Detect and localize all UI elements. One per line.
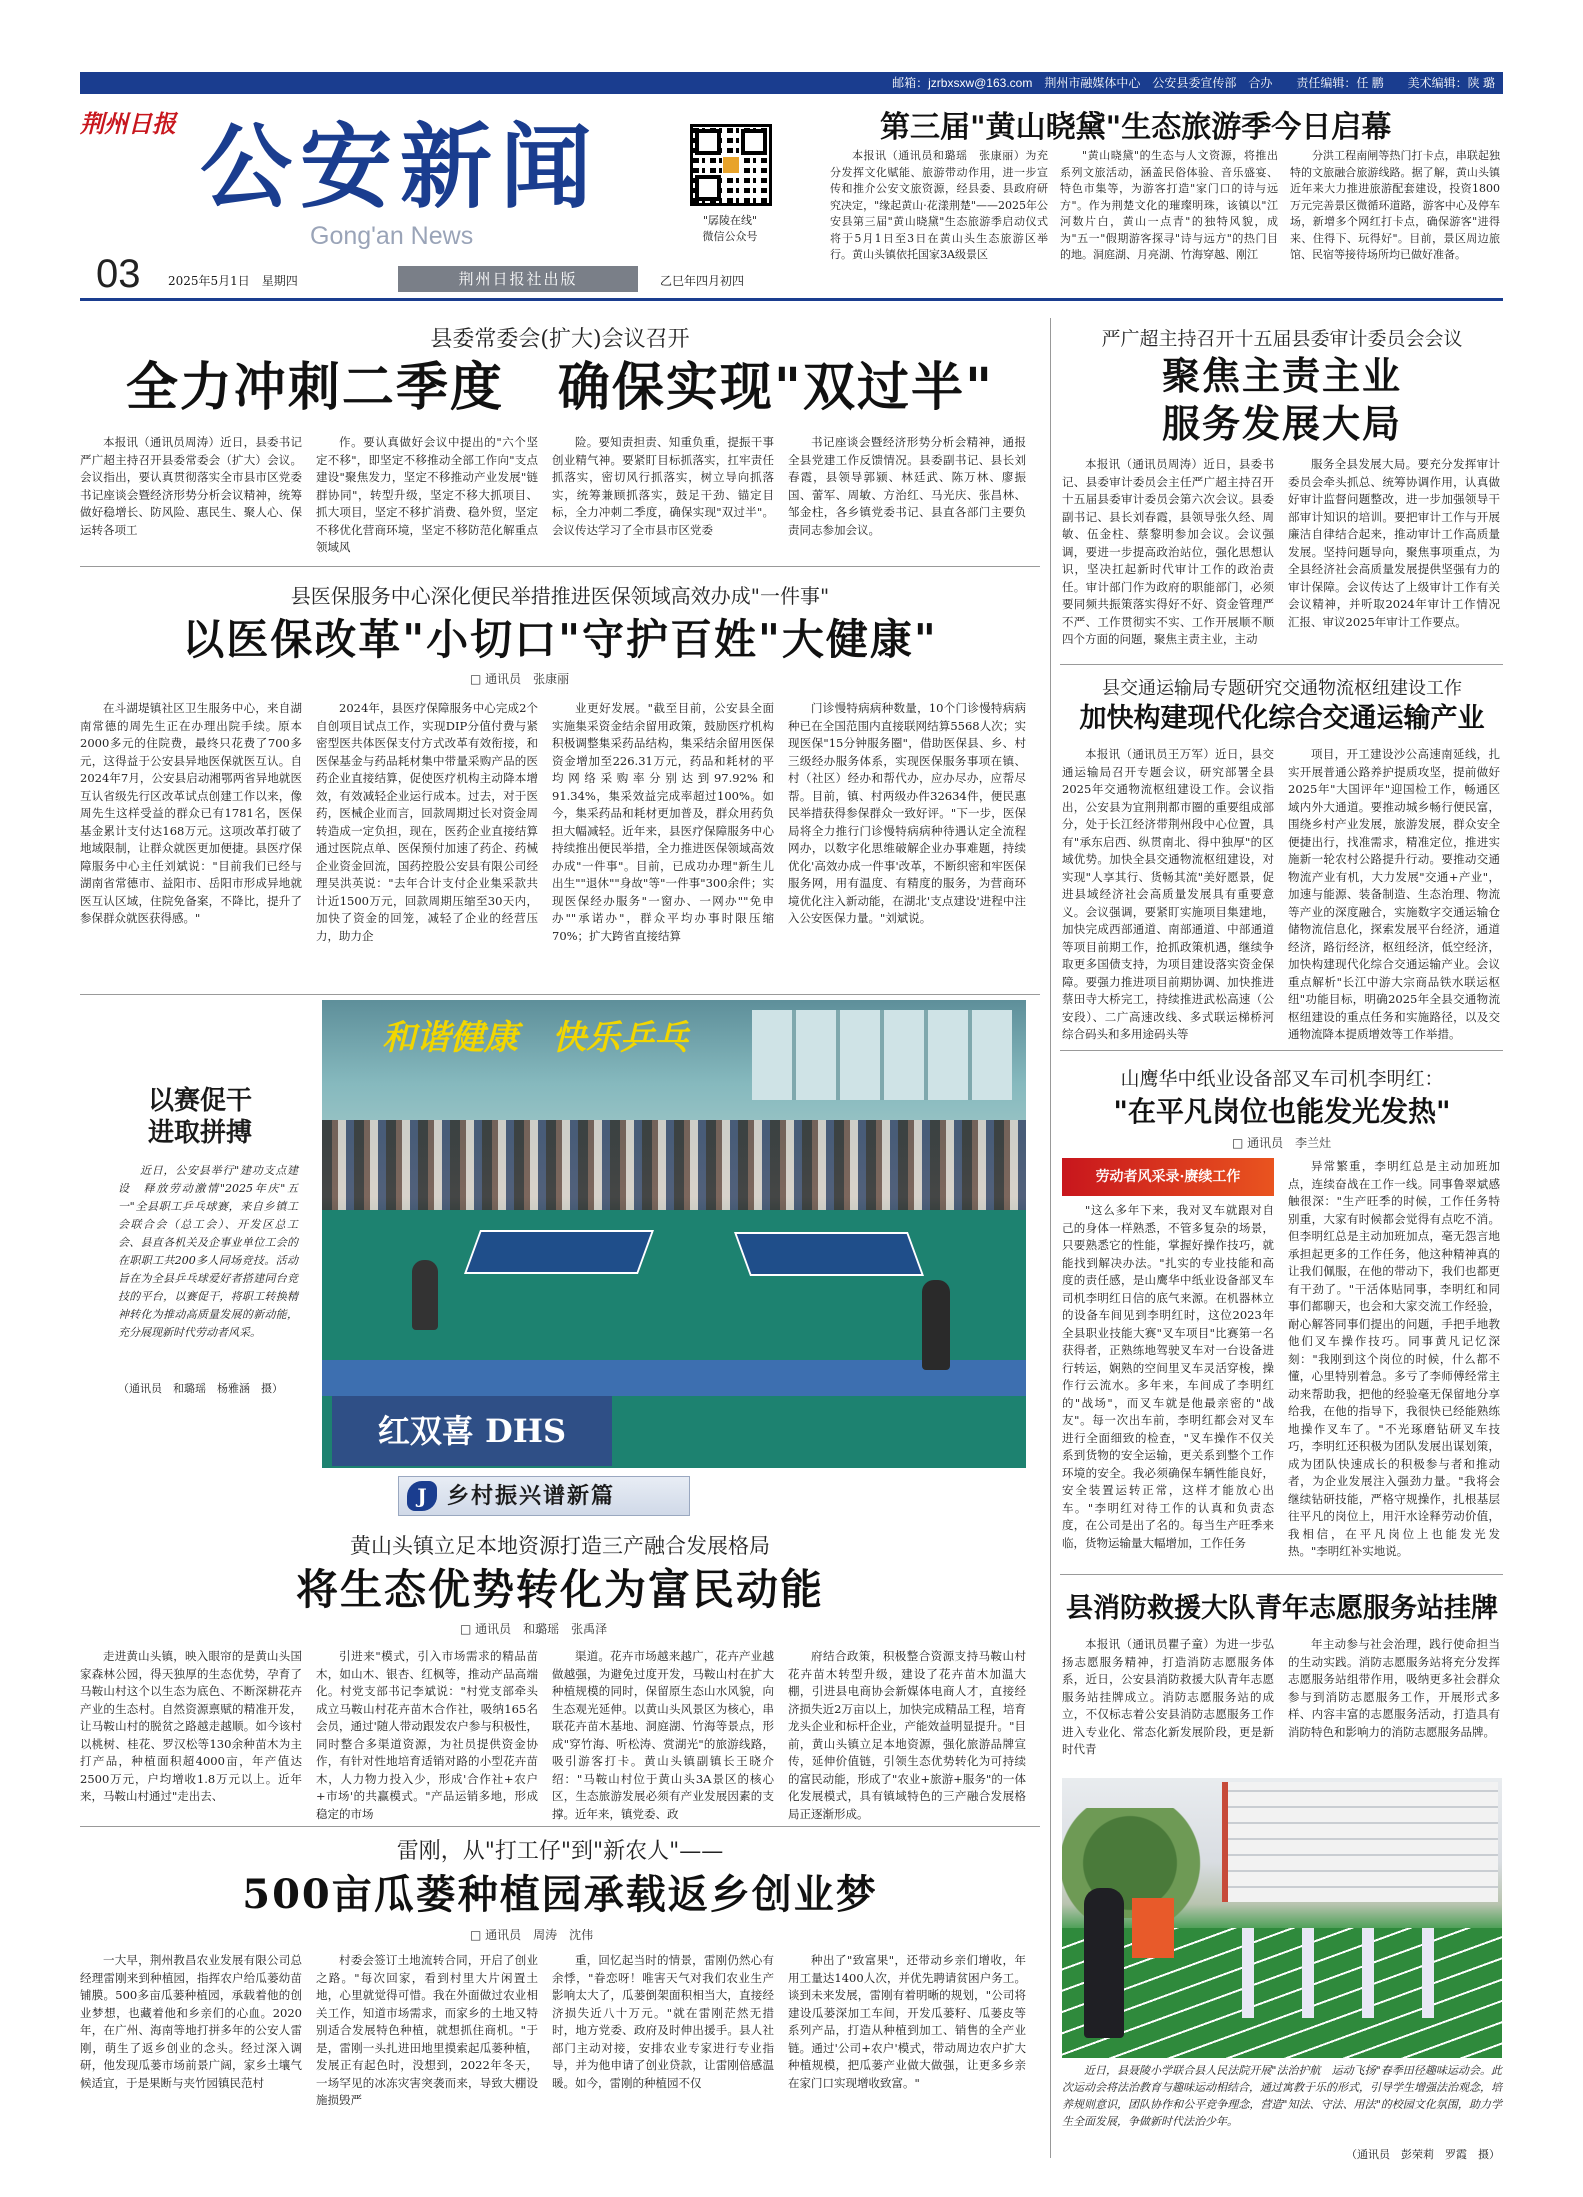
story1-col2: 作。要认真做好会议中提出的"六个坚定不移"，即坚定不移推动全部工作向"支点建设"聚焦发力，坚定不移推动产业发展"链群协同"，转型升级，坚定不移大抓项目、抓大项目，坚定不移扩消费、稳外贸，坚定不移优化营商环境，坚定不移防范化解重点领域风 (316, 435, 538, 554)
top-story-headline: 第三届"黄山晓黛"生态旅游季今日启幕 (880, 110, 1392, 145)
section-bar (398, 1476, 690, 1516)
students (1212, 1928, 1472, 2018)
story4-col2: 项目，开工建设沙公高速南延线，扎实开展普通公路养护提质攻坚，提前做好2025年"大国评年"迎国检工作，畅通区域内外大通道。要推动城乡畅行便民富，围绕乡村产业发展，旅游发展，群众安全便捷出行，找准需求，精准定位，推进实施新一轮农村公路提升行动。要推动交通物流产业有机，大力发展"交通+产业"，加速与能源、装备制造、生态治理、物流等产业的深度融合，实施数字交通运输仓储物流信息化，探索发展平台经济，通道经济，路衍经济，枢纽经济，低空经济，加快构建现代化综合交通运输产业。会议重点解析"长江中游大宗商品铁水联运枢纽"功能目标，明确2025年全县交通物流枢纽建设的重点任务和实施路径，以及交通物流降本提质增效等工作举措。 (1288, 747, 1500, 1041)
story5-kicker: 山鹰华中纸业设备部叉车司机李明红： (1120, 1068, 1444, 1090)
hall-banner: 和谐健康 快乐乒乓 (382, 1018, 688, 1058)
story7-col1: 一大早，荆州教昌农业发展有限公司总经理雷刚来到种植园，指挥农户给瓜蒌幼苗铺膜。500多亩瓜蒌种植园，承载着他的创业梦想，也藏着他和乡亲们的心血。2020年，在广州、海南等地打拼多年的公安人雷刚，萌生了返乡创业的念头。经过深入调研，他发现瓜蒌市场前景广阔，家乡土壤气候适宜，于是果断与夹竹园镇民范村 (80, 1953, 302, 2090)
section-icon: J (407, 1481, 437, 1511)
table-tennis-photo (322, 1000, 1026, 1468)
story2-kicker: 严广超主持召开十五届县委审计委员会会议 (1101, 328, 1463, 350)
sign-board (1132, 1898, 1174, 1958)
story6-divider (80, 1826, 1040, 1827)
photo2-credit: （通讯员 彭荣莉 罗霞 摄） (1346, 2148, 1500, 2161)
story2-col2: 服务全县发展大局。要充分发挥审计委员会牵头抓总、统筹协调作用，认真做好审计监督问题整改，进一步加强领导干部审计知识的培训。要把审计工作与开展廉洁自律结合起来，推动审计工作高质量发展。坚持问题导向，聚焦事项重点，为全县经济社会高质量发展提供坚强有力的审计保障。会议传达了上级审计工作有关会议精神，并听取2024年审计工作情况汇报、审议2025年审计工作要点。 (1288, 457, 1500, 629)
story2-headline-2: 服务发展大局 (1161, 401, 1402, 446)
story4-divider (1060, 1050, 1503, 1051)
story6-col4: 府结合政策，积极整合资源支持马鞍山村花卉苗木转型升级，建设了花卉苗木加温大棚，引进县电商协会新媒体电商人才，直接经济损失近2万亩以上，加快完成精品工程，培育龙头企业和标杆企业，产能效益明显提升。"目前，黄山头镇立足本地资源，强化旅游品牌宣传，延伸价值链，引领生态优势转化为可持续的富民动能，形成了"农业+旅游+服务"的一体化发展模式，具有镇域特色的三产融合发展格局正逐渐形成。 (788, 1649, 1026, 1821)
story2-divider (1060, 664, 1503, 665)
story5-col2: 异常繁重，李明红总是主动加班加点，连续奋战在工作一线。同事鲁翠斌感触很深："生产旺季的时候，工作任务特别重，大家有时候都会觉得有点吃不消。但李明红总是主动加班加点，毫无怨言地承担起更多的工作任务，他这种精神真的让我们佩服，在他的带动下，我们也都更有干劲了。"干活体贴同事，李明红和同事们都聊天，也会和大家交流工作经验，耐心解答同事们提出的问题，手把手地教他们叉车操作技巧。同事黄凡记忆深刻："我刚到这个岗位的时候，什么都不懂，心里特别着急。多亏了李师傅经常主动来帮助我，把他的经验毫无保留地分享给我，在他的指导下，我很快已经能熟练地操作叉车了。"不光琢磨钻研叉车技巧，李明红还积极为团队发展出谋划策，成为团队快速成长的积极参与者和推动者，为企业发展注入强劲力量。"我将会继续钻研技能，严格守规操作，扎根基层往平凡的岗位上，用汗水诠释劳动价值，我相信，在平凡岗位上也能发光发热。"李明红补实地说。 (1288, 1159, 1500, 1558)
story1-divider (80, 566, 1040, 567)
masthead-title: 公安新闻 (200, 113, 601, 221)
story7-byline: □ 通讯员 周涛 沈伟 (470, 1928, 594, 1942)
publisher-band: 荆州日报社出版 (398, 266, 638, 292)
lunar-date: 乙巳年四月初四 (660, 274, 745, 288)
photo1-heading-1: 以赛促干 (147, 1086, 252, 1116)
story4-col1: 本报讯（通讯员王万军）近日，县交通运输局召开专题会议，研究部署全县2025年交通物流枢纽建设工作。会议指出，公安县为宜荆荆都市圈的重要组成部分，处于长江经济带荆州段中心位置，具有"承东启西、纵贯南北、得中独厚"的区域优势。加快全县交通物流枢纽建设，对实现"人享其行、货畅其流"美好愿景，促进县域经济社会高质量发展具有重要意义。会议强调，要紧盯实施项目集建地，加快完成西部通道、南部通道、中部通道等项目前期工作，抢抓政策机遇，继续争取更多国债支持，为项目建设落实资金保障。要强力推进项目前期协调、加快推进蔡田寺大桥完工，持续推进武松高速（公安段）、二广高速改线、多式联运梯桥河综合码头和多用途码头等 (1062, 747, 1274, 1041)
photo1-top-divider (80, 994, 1040, 995)
story1-col1: 本报讯（通讯员周涛）近日，县委书记严广超主持召开县委常委会（扩大）会议。会议指出，要认真贯彻落实全市县市区党委书记座谈会暨经济形势分析会议精神，统筹做好稳增长、防风险、惠民生、聚人心、保运转各项工 (80, 435, 302, 537)
story4-kicker: 县交通运输局专题研究交通物流枢纽建设工作 (1102, 678, 1462, 699)
story3-col1: 在斗湖堤镇社区卫生服务中心，来自湖南常德的周先生正在办理出院手续。原本2000多元的住院费，最终只花费了700多元，这得益于公安县异地医保就医互认。自2024年7月，公安县启动湘鄂两省异地就医互认省级先行区改革试点创建工作以来，像周先生这样受益的群众已有1781名，医保基金累计支付达168万元。这项改革打破了地域限制，让群众就医更加便捷。县医疗保障服务中心主任刘斌说："目前我们已经与湖南省常德市、益阳市、岳阳市形成异地就医互认区域，住院免备案，不降比，提升了参保群众就医获得感。" (80, 701, 302, 925)
story5-divider (1060, 1574, 1503, 1575)
page-number: 03 (96, 252, 141, 296)
top-story-col2: "黄山晓黛"的生态与人文资源，将推出系列文旅活动，涵盖民俗体验、音乐盛宴、特色市集等，为游客打造"家门口的诗与远方"。作为荆楚文化的璀璨明珠，该镇以"江河数片白，黄山一点青"的独特风貌，成为"五一"假期游客探寻"诗与远方"的热门目的地。洞庭湖、月亮湖、竹海穿越、刚江 (1060, 149, 1278, 261)
masthead-pinyin: Gong'an News (310, 222, 474, 250)
story3-kicker: 县医保服务中心深化便民举措推进医保领域高效办成"一件事" (290, 584, 830, 608)
story2-headline-1: 聚焦主责主业 (1161, 353, 1402, 398)
top-story-col1: 本报讯（通讯员和璐瑶 张康丽）为充分发挥文化赋能、旅游带动作用，进一步宣传和推介公安文旅资源，经县委、县政府研究决定，"缘起黄山·花漾荆楚"——2025年公安县第三届"黄山晓黛"生态旅游季启动仪式将于5月1日至3日在黄山头生态旅游区举行。黄山头镇依托国家3A级景区 (830, 149, 1048, 261)
barrier-brand: 红双喜 DHS (332, 1396, 612, 1466)
story1-col4: 书记座谈会暨经济形势分析会精神，通报全县党建工作反馈情况。县委副书记、县长刘春霞，县领导郭颍、林廷武、陈万林、廖振国、蕾军、周敏、方治红、马光庆、张昌林、邹金柱，各乡镇党委书记、县直各部门主要负责同志参加会议。 (788, 435, 1026, 537)
player-right (922, 1280, 950, 1370)
story3-headline: 以医保改革"小切口"守护百姓"大健康" (182, 615, 938, 664)
hall-windows (752, 1010, 1012, 1100)
crowd (322, 1120, 1026, 1210)
story5-headline: "在平凡岗位也能发光发热" (1113, 1095, 1451, 1128)
story7-kicker: 雷刚，从"打工仔"到"新农人"—— (396, 1839, 724, 1864)
story1-kicker: 县委常委会(扩大)会议召开 (430, 327, 690, 352)
story6-headline: 将生态优势转化为富民动能 (295, 1565, 824, 1614)
ping-pong-table-right (734, 1232, 924, 1276)
story8-headline: 县消防救援大队青年志愿服务站挂牌 (1066, 1593, 1498, 1624)
story3-col3: 业更好发展。"截至目前，公安县全面实施集采资金结余留用政策，鼓励医疗机构积极调整集采药品结构，集采结余留用医保资金增加至226.31万元，药品和耗材的平均网络采购率分别达到97.92%和91.34%，集采效益完成率超过100%。如今，集采药品和耗材更加普及，群众用药负担大幅减轻。近年来，县医疗保障服务中心持续推出便民举措，全力推进医保领域高效办成"一件事"。目前，已成功办理"新生儿出生""退休""身故"等"一件事"300余件；实现医保经办服务"一窗办、一网办""免申办""承诺办"，群众平均办事时限压缩70%；扩大跨省直接结算 (552, 701, 774, 943)
qr-caption-2: 微信公众号 (702, 230, 758, 243)
player-left (412, 1260, 438, 1330)
right-column-divider (1050, 318, 1051, 2158)
story6-col1: 走进黄山头镇，映入眼帘的是黄山头国家森林公园，得天独厚的生态优势，孕育了马鞍山村这个以生态为底色、不断深耕花卉产业的生态村。自然资源禀赋的精准开发，让马鞍山村的脱贫之路越走越顺。如今该村以桃树、桂花、罗汉松等130余种苗木为主打产品，种植面积超4000亩，年产值达2500万元，户均增收1.8万元以上。近年来，马鞍山村通过"走出去、 (80, 1649, 302, 1803)
story6-col3: 渠道。花卉市场越来越广，花卉产业越做越强，为避免过度开发，马鞍山村在扩大种植规模的同时，保留原生态山水风貌，向生态观光延伸。以黄山头风景区为核心，串联花卉苗木基地、洞庭湖、竹海等景点，形成"穿竹海、听松涛、赏湖光"的旅游线路，吸引游客打卡。黄山头镇副镇长王晓介绍："马鞍山村位于黄山头3A景区的核心区，生态旅游发展必须有产业发展因素的支撑。近年来，镇党委、政 (552, 1649, 774, 1821)
story5-col1: "这么多年下来，我对叉车就跟对自己的身体一样熟悉，不管多复杂的场景，只要熟悉它的性能，掌握好操作技巧，就能找到解决办法。"扎实的专业技能和高度的责任感，是山鹰华中纸业设备部叉车司机李明红日信的底气来源。在机器林立的设备车间见到李明红时，这位2023年全县职业技能大赛"叉车项目"比赛第一名获得者，正熟练地驾驶叉车对一台设备进行转运，娴熟的空间里叉车灵活穿梭，操作行云流水。多年来，车间成了李明红的"战场"，而叉车就是他最亲密的"战友"。每一次出车前，李明红都会对叉车进行全面细致的检查，"叉车操作不仅关系到货物的安全运输，更关系到整个工作环境的安全。我必须确保车辆性能良好，安全装置运转正常，这样才能放心出车。"李明红对待工作的认真和负责态度，在公司是出了名的。每当生产旺季来临，货物运输量大幅增加，工作任务 (1062, 1203, 1274, 1550)
official-figure (1084, 1888, 1124, 2038)
top-story-col3: 分洪工程南闸等热门打卡点，串联起独特的文旅融合旅游线路。据了解，黄山头镇近年来大力推进旅游配套建设，投资1800万元完善景区微循环道路，游客中心及停车场，新增多个网红打卡点，确保游客"进得来、住得下、玩得好"。目前，景区周边旅馆、民宿等接待场所均已做好准备。 (1290, 149, 1500, 261)
story8-col2: 年主动参与社会治理，践行使命担当的生动实践。消防志愿服务站将充分发挥志愿服务站组带作用，吸纳更多社会群众参与到消防志愿服务工作，开展形式多样、内容丰富的志愿服务活动，打造具有消防特色和影响力的消防志愿服务品牌。 (1288, 1637, 1500, 1739)
ping-pong-table-left (464, 1230, 654, 1274)
top-info-bar: 邮箱：jzrbxsxw@163.com 荆州市融媒体中心 公安县委宣传部 合办 责任编辑：任 鹏 美术编辑：陕 璐 (80, 72, 1503, 94)
masthead-rule (80, 298, 1503, 301)
story1-headline: 全力冲刺二季度 确保实现"双过半" (125, 357, 995, 418)
photo1-heading-2: 进取拼搏 (147, 1118, 252, 1148)
issue-date: 2025年5月1日 星期四 (168, 274, 298, 288)
photo1-credit: （通讯员 和璐瑶 杨雅涵 摄） (118, 1382, 283, 1395)
story6-byline: □ 通讯员 和璐瑶 张禹泽 (460, 1622, 608, 1636)
paper-logo: 荆州日报 (80, 109, 176, 138)
story5-banner: 劳动者风采录·赓续工作 (1062, 1158, 1274, 1196)
court-barrier (322, 1360, 1026, 1396)
story7-col4: 种出了"致富果"，还带动乡亲们增收，年用工量达1400人次，并优先聘请贫困户务工。谈到未来发展，雷刚有着明晰的规划，"公司将建设瓜蒌深加工车间，开发瓜蒌籽、瓜蒌皮等系列产品，打造从种植到加工、销售的全产业链。通过'公司+农户'模式，带动周边农户扩大种植规模，把瓜蒌产业做大做强，让更多乡亲在家门口实现增收致富。" (788, 1953, 1026, 2090)
school-building (1222, 1782, 1498, 1902)
story6-col2: 引进来"模式，引入市场需求的精品苗木，如山木、银杏、红枫等，推动产品高端化。村党支部书记李斌说："村党支部牵头成立马鞍山村花卉苗木合作社，吸纳165名会员，通过'随人带动跟发农户参与积极性，同时整合多渠道资源，为社员提供资金协作，有针对性地培育适销对路的小型花卉苗木，人力物力投入少，形成'合作社+农户+市场'的共赢模式。"产品运销多地，形成稳定的市场 (316, 1649, 538, 1821)
story7-col2: 村委会签订土地流转合同，开启了创业之路。"每次回家，看到村里大片闲置土地，心里就觉得可惜。我在外面做过农业相关工作，知道市场需求，而家乡的土地又特别适合发展特色种植，就想抓住商机。"于是，雷刚一头扎进田地里摸索起瓜蒌种植，发展正有起色时，没想到，2022年冬天，一场罕见的冰冻灾害突袭而来，导致大棚设施损毁严 (316, 1953, 538, 2107)
section-label: 乡村振兴谱新篇 (447, 1483, 616, 1509)
qr-code (690, 124, 772, 206)
story3-byline: □ 通讯员 张康丽 (470, 672, 570, 686)
story4-headline: 加快构建现代化综合交通运输产业 (1079, 703, 1485, 734)
story2-col1: 本报讯（通讯员周涛）近日，县委书记、县委审计委员会主任严广超主持召开十五届县委审计委员会第六次会议。县委副书记、县长刘春霞，县领导张久经、周敏、伍金柱、蔡黎明参加会议。会议强调，要进一步提高政治站位，强化思想认识，坚决扛起新时代审计工作的政治责任。审计部门作为政府的职能部门，必须要同频共振策落实得好不好、资金管理严不严、工作贯彻实不实、工作开展顺不顺四个方面的问题，聚焦主责主业，主动 (1062, 457, 1274, 646)
school-sports-photo (1062, 1778, 1502, 2058)
story8-col1: 本报讯（通讯员瞿子童）为进一步弘扬志愿服务精神，打造消防志愿服务体系，近日，公安县消防救援大队青年志愿服务站挂牌成立。消防志愿服务站的成立，不仅标志着公安县消防志愿服务工作进入专业化、常态化新发展阶段，更是新时代青 (1062, 1637, 1274, 1756)
story3-col4: 门诊慢特病病种数量，10个门诊慢特病病种已在全国范围内直接联网结算5568人次；实现医保"15分钟服务圈"，借助医保县、乡、村三级经办服务体系，实现医保服务事项在镇、村（社区）经办和帮代办，应办尽办，应帮尽帮。目前，镇、村两级办件32634件，便民惠民举措获得参保群众一致好评。"下一步，医保局将全力推行门诊慢特病病种待遇认定全流程网办，以数字化思维破解企业办事难题，持续优化'高效办成一件事'改革，不断织密和牢医保服务网，用有温度、有精度的服务，为营商环境优化注入新动能，在湖北'支点建设'进程中注入公安医保力量。"刘斌说。 (788, 701, 1026, 925)
story7-headline: 500亩瓜蒌种植园承载返乡创业梦 (242, 1871, 878, 1918)
story6-kicker: 黄山头镇立足本地资源打造三产融合发展格局 (350, 1534, 770, 1558)
photo1-caption: 近日，公安县举行"建功支点建设 释放劳动激情"2025年庆"五一"全县职工乒乓球赛，来自乡镇工会联合会（总工会）、开发区总工会、县直各机关及企事业单位工会的在职职工共200多人同场竞技。活动旨在为全县乒乓球爱好者搭建同台竞技的平台，以赛促干，将职工转换精神转化为推动高质量发展的新动能，充分展现新时代劳动者风采。 (118, 1164, 298, 1339)
photo2-caption: 近日，县聂陵小学联合县人民法院开展"法治护航 运动飞扬"春季田径趣味运动会。此次运动会将法治教育与趣味运动相结合，通过寓教于乐的形式，引导学生增强法治观念，培养规则意识，团队协作和公平竞争理念，营造"知法、守法、用法"的校园文化氛围，助力学生全面发展，争做新时代法治少年。 (1062, 2064, 1502, 2128)
story7-col3: 重，回忆起当时的情景，雷刚仍然心有余悸，"眷恋呀！唯害天气对我们农业生产影响太大了，瓜蒌倒架面积相当大，直接经济损失近八十万元。"就在雷刚茫然无措时，地方党委、政府及时伸出援手。县人社部门主动对接，安排农业专家进行专业指导，并为他申请了创业贷款，让雷刚倍感温暖。如今，雷刚的种植园不仅 (552, 1953, 774, 2090)
story5-byline: □ 通讯员 李兰灶 (1232, 1136, 1332, 1150)
qr-caption-1: "孱陵在线" (702, 214, 758, 227)
story3-col2: 2024年，县医疗保障服务中心完成2个自创项目试点工作，实现DIP分值付费与紧密型医共体医保支付方式改革有效衔接，和医保基金与药品耗材集中带量采购产品的医药企业直接结算，促使医疗机构主动降本增效，有效减轻企业运行成本。过去，对于医药，医械企业而言，回款周期过长对资金周转造成一定负担，现在，医药企业直接结算通过医院点单、医保预付加速了药企、药械企业资金回流，国药控股公安县有限公司经理吴洪英说："去年合计支付企业集采款共计近1500万元，回款周期压缩至30天内，加快了资金的回笼，减轻了企业的经营压力，助力企 (316, 701, 538, 943)
story1-col3: 险。要知责担责、知重负重，提振干事创业精气神。要紧盯目标抓落实，扛牢责任抓落实，密切风行抓落实，树立导向抓落实，统筹兼顾抓落实，鼓足干劲、锚定目标，全力冲刺二季度，确保实现"双过半"。会议传达学习了全市县市区党委 (552, 435, 774, 537)
